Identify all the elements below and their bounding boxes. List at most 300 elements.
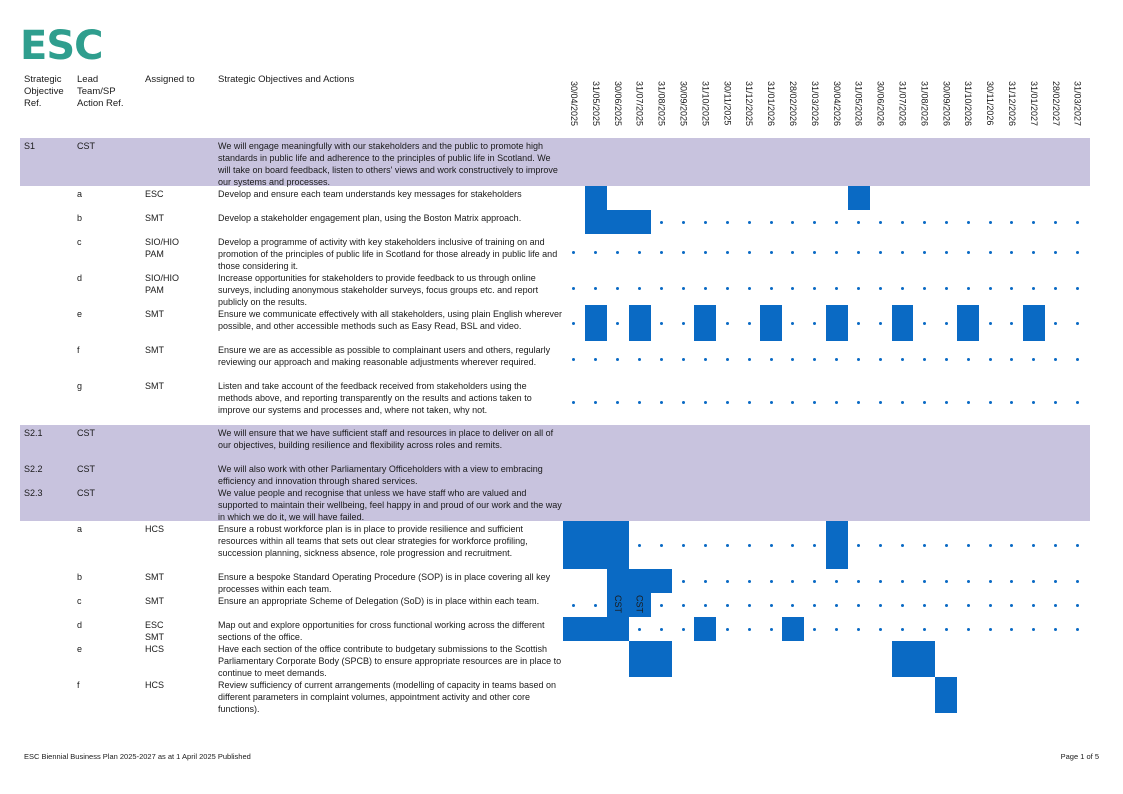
schedule-marker bbox=[879, 287, 882, 290]
footer-document-title: ESC Biennial Business Plan 2025-2027 as at 1 April 2025 Published bbox=[24, 752, 251, 761]
schedule-block bbox=[585, 305, 607, 341]
schedule-marker bbox=[616, 287, 619, 290]
action-text: Ensure an appropriate Scheme of Delegation (SoD) is in place within each team. bbox=[218, 596, 540, 606]
action-ref: f bbox=[77, 345, 80, 355]
schedule-block bbox=[957, 305, 979, 341]
schedule-marker bbox=[770, 358, 773, 361]
action-ref: e bbox=[77, 309, 83, 319]
action-ref: g bbox=[77, 381, 83, 391]
schedule-block bbox=[629, 305, 651, 341]
schedule-marker bbox=[945, 401, 948, 404]
schedule-marker bbox=[660, 221, 663, 224]
schedule-marker bbox=[748, 401, 751, 404]
schedule-marker bbox=[901, 401, 904, 404]
schedule-marker bbox=[704, 221, 707, 224]
schedule-marker bbox=[770, 544, 773, 547]
action-assigned: SMT bbox=[145, 572, 164, 582]
schedule-marker bbox=[835, 628, 838, 631]
schedule-marker bbox=[726, 358, 729, 361]
schedule-marker bbox=[1032, 580, 1035, 583]
schedule-marker bbox=[594, 287, 597, 290]
header-objective-ref: Strategic Objective Ref. bbox=[24, 74, 64, 109]
schedule-marker bbox=[1076, 358, 1079, 361]
schedule-block bbox=[1023, 305, 1045, 341]
schedule-marker bbox=[857, 628, 860, 631]
schedule-block bbox=[848, 186, 870, 210]
objective-ref: S2.3 bbox=[24, 488, 43, 498]
schedule-block bbox=[935, 677, 957, 713]
schedule-marker bbox=[1032, 544, 1035, 547]
schedule-marker bbox=[660, 322, 663, 325]
schedule-marker bbox=[967, 358, 970, 361]
schedule-marker bbox=[813, 628, 816, 631]
date-column-header: 31/12/2026 bbox=[1007, 81, 1017, 127]
schedule-marker bbox=[879, 604, 882, 607]
action-text: Ensure we communicate effectively with all stakeholders, using plain English wherever possible, and other accessible methods such as Easy Read, BSL and video. bbox=[218, 309, 563, 331]
objective-text: We value people and recognise that unless we have staff who are valued and supported to maintain their wellbeing, feel happy in and proud of our work and the way in which we do it, we will have failed. bbox=[218, 488, 562, 522]
schedule-marker bbox=[594, 604, 597, 607]
schedule-marker bbox=[1032, 628, 1035, 631]
schedule-marker bbox=[1010, 401, 1013, 404]
schedule-marker bbox=[967, 544, 970, 547]
date-column-header: 30/11/2025 bbox=[722, 81, 733, 126]
schedule-marker bbox=[901, 544, 904, 547]
action-ref: b bbox=[77, 572, 83, 582]
action-assigned: SMT bbox=[145, 381, 164, 391]
schedule-marker bbox=[726, 544, 729, 547]
schedule-marker bbox=[682, 401, 685, 404]
date-column-header: 30/06/2026 bbox=[875, 81, 886, 127]
header-assigned-to: Assigned to bbox=[145, 74, 195, 85]
schedule-marker bbox=[748, 580, 751, 583]
cell-label: CST bbox=[612, 595, 623, 613]
action-assigned: HCS bbox=[145, 644, 165, 654]
schedule-marker bbox=[682, 544, 685, 547]
objective-ref: S2.2 bbox=[24, 464, 43, 474]
schedule-marker bbox=[748, 322, 751, 325]
schedule-marker bbox=[748, 287, 751, 290]
schedule-marker bbox=[879, 251, 882, 254]
action-text: Develop and ensure each team understands key messages for stakeholders bbox=[218, 189, 522, 199]
action-text: Increase opportunities for stakeholders to provide feedback to us through online surveys, including anonymous stakeholder surveys, focus groups etc. and report publicly on the results. bbox=[218, 273, 539, 307]
schedule-marker bbox=[660, 401, 663, 404]
action-text: Have each section of the office contribute to budgetary submissions to the Scottish Parliamentary Corporate Body (SPCB) to ensure appropriate resources are in place to continue to meet demands. bbox=[218, 644, 562, 678]
date-column-header: 31/10/2025 bbox=[700, 81, 711, 127]
schedule-marker bbox=[857, 580, 860, 583]
schedule-marker bbox=[1010, 322, 1013, 325]
schedule-marker bbox=[572, 604, 575, 607]
schedule-marker bbox=[1032, 287, 1035, 290]
schedule-marker bbox=[770, 604, 773, 607]
schedule-block bbox=[585, 186, 607, 210]
schedule-marker bbox=[945, 251, 948, 254]
schedule-marker bbox=[901, 628, 904, 631]
schedule-marker bbox=[1054, 580, 1057, 583]
schedule-marker bbox=[616, 322, 619, 325]
schedule-marker bbox=[1076, 322, 1079, 325]
schedule-marker bbox=[1076, 401, 1079, 404]
schedule-marker bbox=[923, 322, 926, 325]
schedule-marker bbox=[704, 604, 707, 607]
action-ref: b bbox=[77, 213, 83, 223]
date-column-header: 31/07/2026 bbox=[897, 81, 908, 127]
date-column-header: 31/08/2026 bbox=[919, 81, 930, 127]
schedule-marker bbox=[967, 604, 970, 607]
schedule-marker bbox=[770, 401, 773, 404]
schedule-marker bbox=[901, 358, 904, 361]
action-ref: d bbox=[77, 273, 83, 283]
schedule-marker bbox=[1054, 287, 1057, 290]
action-ref: f bbox=[77, 680, 80, 690]
schedule-marker bbox=[616, 401, 619, 404]
schedule-marker bbox=[967, 287, 970, 290]
schedule-marker bbox=[1076, 221, 1079, 224]
schedule-marker bbox=[857, 401, 860, 404]
schedule-marker bbox=[660, 628, 663, 631]
schedule-marker bbox=[857, 544, 860, 547]
schedule-marker bbox=[901, 287, 904, 290]
schedule-marker bbox=[748, 604, 751, 607]
schedule-block bbox=[892, 305, 914, 341]
schedule-block bbox=[782, 617, 804, 641]
schedule-marker bbox=[1054, 251, 1057, 254]
schedule-marker bbox=[989, 358, 992, 361]
schedule-marker bbox=[1010, 604, 1013, 607]
action-text: Ensure a bespoke Standard Operating Procedure (SOP) is in place covering all key processes within each team. bbox=[218, 572, 551, 594]
action-ref: d bbox=[77, 620, 83, 630]
schedule-marker bbox=[572, 358, 575, 361]
schedule-marker bbox=[1076, 604, 1079, 607]
schedule-marker bbox=[989, 628, 992, 631]
objective-ref: S2.1 bbox=[24, 428, 43, 438]
schedule-block bbox=[607, 569, 673, 593]
schedule-marker bbox=[791, 322, 794, 325]
date-column-header: 31/01/2027 bbox=[1028, 81, 1039, 127]
schedule-marker bbox=[638, 544, 641, 547]
date-column-header: 30/04/2025 bbox=[569, 81, 579, 127]
schedule-marker bbox=[682, 287, 685, 290]
schedule-marker bbox=[945, 322, 948, 325]
schedule-marker bbox=[682, 580, 685, 583]
schedule-marker bbox=[726, 604, 729, 607]
schedule-marker bbox=[945, 287, 948, 290]
schedule-marker bbox=[901, 251, 904, 254]
schedule-marker bbox=[682, 628, 685, 631]
schedule-marker bbox=[923, 580, 926, 583]
schedule-marker bbox=[945, 628, 948, 631]
schedule-marker bbox=[813, 287, 816, 290]
schedule-block bbox=[563, 617, 629, 641]
schedule-marker bbox=[682, 251, 685, 254]
objective-text: We will also work with other Parliamentary Officeholders with a view to embracing efficiency and innovation through shared services. bbox=[218, 464, 543, 486]
schedule-marker bbox=[726, 322, 729, 325]
schedule-marker bbox=[770, 628, 773, 631]
schedule-marker bbox=[1032, 401, 1035, 404]
schedule-marker bbox=[923, 251, 926, 254]
schedule-marker bbox=[813, 544, 816, 547]
date-column-header: 30/09/2025 bbox=[678, 81, 689, 127]
schedule-marker bbox=[967, 251, 970, 254]
schedule-marker bbox=[901, 580, 904, 583]
schedule-marker bbox=[682, 221, 685, 224]
schedule-marker bbox=[835, 251, 838, 254]
schedule-marker bbox=[726, 287, 729, 290]
schedule-marker bbox=[791, 604, 794, 607]
schedule-marker bbox=[1076, 628, 1079, 631]
schedule-marker bbox=[1010, 251, 1013, 254]
schedule-marker bbox=[879, 401, 882, 404]
schedule-marker bbox=[1054, 358, 1057, 361]
schedule-marker bbox=[726, 221, 729, 224]
footer-page-number: Page 1 of 5 bbox=[1060, 752, 1099, 761]
schedule-block bbox=[694, 305, 716, 341]
action-text: Map out and explore opportunities for cross functional working across the different sections of the office. bbox=[218, 620, 545, 642]
objective-lead: CST bbox=[77, 428, 95, 438]
objective-ref: S1 bbox=[24, 141, 36, 151]
schedule-marker bbox=[989, 221, 992, 224]
schedule-marker bbox=[857, 287, 860, 290]
action-assigned: SMT bbox=[145, 345, 164, 355]
date-column-header: 31/03/2027 bbox=[1072, 81, 1083, 127]
schedule-block bbox=[585, 210, 651, 234]
date-column-header: 31/01/2026 bbox=[766, 81, 777, 127]
schedule-marker bbox=[748, 544, 751, 547]
action-assigned: HCS bbox=[145, 524, 165, 534]
schedule-marker bbox=[967, 221, 970, 224]
schedule-marker bbox=[879, 580, 882, 583]
action-text: Ensure we are as accessible as possible to complainant users and others, regularly reviewing our approach and making reasonable adjustments wherever required. bbox=[218, 345, 551, 367]
schedule-marker bbox=[791, 251, 794, 254]
schedule-marker bbox=[594, 358, 597, 361]
date-column-header: 31/10/2026 bbox=[963, 81, 974, 127]
date-column-header: 28/02/2027 bbox=[1050, 81, 1061, 127]
schedule-marker bbox=[923, 358, 926, 361]
action-text: Develop a stakeholder engagement plan, using the Boston Matrix approach. bbox=[218, 213, 522, 223]
objective-text: We will engage meaningfully with our stakeholders and the public to promote high standards in public life and adherence to the principles of public life in Scotland. We will take on board feedback, listen to others' views and work constructively to improve our systems and processes. bbox=[218, 141, 558, 187]
schedule-marker bbox=[660, 604, 663, 607]
schedule-marker bbox=[813, 322, 816, 325]
schedule-marker bbox=[989, 287, 992, 290]
schedule-marker bbox=[945, 580, 948, 583]
date-column-header: 31/12/2025 bbox=[744, 81, 755, 127]
schedule-block bbox=[760, 305, 782, 341]
action-assigned: ESC bbox=[145, 189, 164, 199]
schedule-marker bbox=[1032, 358, 1035, 361]
schedule-marker bbox=[967, 628, 970, 631]
schedule-marker bbox=[638, 251, 641, 254]
schedule-marker bbox=[726, 401, 729, 404]
cell-label: CST bbox=[634, 595, 645, 613]
schedule-marker bbox=[945, 544, 948, 547]
action-ref: e bbox=[77, 644, 83, 654]
schedule-marker bbox=[857, 251, 860, 254]
objective-lead: CST bbox=[77, 464, 95, 474]
schedule-marker bbox=[989, 401, 992, 404]
schedule-marker bbox=[572, 401, 575, 404]
schedule-marker bbox=[813, 251, 816, 254]
schedule-marker bbox=[616, 251, 619, 254]
action-ref: c bbox=[77, 237, 82, 247]
schedule-marker bbox=[638, 401, 641, 404]
schedule-marker bbox=[660, 251, 663, 254]
schedule-block bbox=[826, 305, 848, 341]
header-objectives-actions: Strategic Objectives and Actions bbox=[218, 74, 355, 85]
schedule-marker bbox=[791, 401, 794, 404]
schedule-marker bbox=[726, 628, 729, 631]
schedule-marker bbox=[923, 544, 926, 547]
schedule-marker bbox=[1054, 401, 1057, 404]
action-text: Develop a programme of activity with key stakeholders inclusive of training on and promotion of the principles of public life in Scotland for those already in public life and those considering it. bbox=[218, 237, 558, 271]
date-column-header: 31/05/2025 bbox=[590, 81, 601, 127]
schedule-marker bbox=[813, 580, 816, 583]
date-column-header: 31/05/2026 bbox=[853, 81, 864, 127]
schedule-block bbox=[563, 521, 629, 569]
schedule-marker bbox=[704, 287, 707, 290]
schedule-marker bbox=[835, 358, 838, 361]
schedule-marker bbox=[923, 628, 926, 631]
schedule-marker bbox=[1010, 287, 1013, 290]
schedule-block bbox=[826, 521, 848, 569]
schedule-marker bbox=[638, 628, 641, 631]
schedule-marker bbox=[945, 604, 948, 607]
date-column-header: 28/02/2026 bbox=[788, 81, 798, 127]
schedule-marker bbox=[1054, 544, 1057, 547]
schedule-marker bbox=[1076, 287, 1079, 290]
schedule-marker bbox=[726, 251, 729, 254]
date-column-header: 30/04/2026 bbox=[831, 81, 842, 127]
action-text: Review sufficiency of current arrangements (modelling of capacity in teams based on different parameters in complaint volumes, appointment activity and other core functions). bbox=[218, 680, 557, 714]
action-text: Listen and take account of the feedback received from stakeholders using the methods above, and reporting transparently on the results and actions taken to improve our systems and processes and, where not taken, why not. bbox=[218, 381, 532, 415]
schedule-marker bbox=[770, 287, 773, 290]
schedule-marker bbox=[1032, 221, 1035, 224]
schedule-marker bbox=[791, 358, 794, 361]
schedule-marker bbox=[835, 401, 838, 404]
schedule-marker bbox=[791, 544, 794, 547]
schedule-marker bbox=[1010, 628, 1013, 631]
schedule-marker bbox=[813, 604, 816, 607]
schedule-marker bbox=[704, 544, 707, 547]
action-text: Ensure a robust workforce plan is in place to provide resilience and sufficient resources within all teams that sets out clear strategies for workforce profiling, succession planning, sickness absence, role progression and recruitment. bbox=[218, 524, 528, 558]
schedule-marker bbox=[748, 358, 751, 361]
schedule-marker bbox=[989, 580, 992, 583]
schedule-marker bbox=[923, 221, 926, 224]
schedule-marker bbox=[770, 580, 773, 583]
schedule-marker bbox=[748, 221, 751, 224]
schedule-marker bbox=[901, 604, 904, 607]
schedule-marker bbox=[989, 544, 992, 547]
schedule-marker bbox=[813, 221, 816, 224]
action-assigned: SIO/HIO PAM bbox=[145, 237, 180, 259]
schedule-marker bbox=[879, 221, 882, 224]
schedule-marker bbox=[682, 358, 685, 361]
date-column-header: 31/03/2026 bbox=[809, 81, 820, 127]
schedule-marker bbox=[1032, 604, 1035, 607]
schedule-block bbox=[892, 641, 936, 677]
schedule-marker bbox=[1054, 322, 1057, 325]
schedule-marker bbox=[901, 221, 904, 224]
date-column-header: 31/08/2025 bbox=[656, 81, 667, 127]
schedule-marker bbox=[923, 401, 926, 404]
schedule-marker bbox=[1076, 580, 1079, 583]
schedule-marker bbox=[835, 221, 838, 224]
schedule-marker bbox=[857, 604, 860, 607]
date-column-header: 31/07/2025 bbox=[634, 81, 645, 127]
date-column-header: 30/06/2025 bbox=[612, 81, 623, 127]
date-column-header: 30/09/2026 bbox=[941, 81, 952, 127]
schedule-marker bbox=[879, 358, 882, 361]
schedule-block bbox=[629, 641, 673, 677]
schedule-marker bbox=[879, 544, 882, 547]
schedule-marker bbox=[813, 401, 816, 404]
schedule-marker bbox=[945, 221, 948, 224]
schedule-marker bbox=[770, 251, 773, 254]
schedule-marker bbox=[572, 251, 575, 254]
schedule-marker bbox=[638, 358, 641, 361]
header-lead-team: Lead Team/SP Action Ref. bbox=[77, 74, 124, 109]
action-assigned: ESC SMT bbox=[145, 620, 164, 642]
schedule-marker bbox=[1010, 221, 1013, 224]
schedule-marker bbox=[572, 322, 575, 325]
schedule-marker bbox=[857, 358, 860, 361]
schedule-marker bbox=[748, 251, 751, 254]
schedule-marker bbox=[967, 401, 970, 404]
action-assigned: SMT bbox=[145, 596, 164, 606]
schedule-marker bbox=[923, 604, 926, 607]
date-column-header: 30/11/2026 bbox=[985, 81, 996, 126]
objective-text: We will ensure that we have sufficient staff and resources in place to deliver on all of our objectives, building resilience and flexibility across roles and remits. bbox=[218, 428, 554, 450]
schedule-marker bbox=[682, 322, 685, 325]
schedule-marker bbox=[660, 544, 663, 547]
schedule-marker bbox=[1010, 358, 1013, 361]
schedule-marker bbox=[660, 358, 663, 361]
schedule-marker bbox=[835, 604, 838, 607]
schedule-marker bbox=[704, 358, 707, 361]
schedule-marker bbox=[923, 287, 926, 290]
action-assigned: SMT bbox=[145, 213, 164, 223]
esc-logo: ESC bbox=[20, 23, 103, 69]
schedule-marker bbox=[1076, 251, 1079, 254]
schedule-marker bbox=[791, 287, 794, 290]
action-ref: a bbox=[77, 524, 83, 534]
schedule-marker bbox=[770, 221, 773, 224]
schedule-marker bbox=[1076, 544, 1079, 547]
schedule-marker bbox=[1054, 221, 1057, 224]
schedule-marker bbox=[594, 251, 597, 254]
schedule-marker bbox=[791, 580, 794, 583]
schedule-marker bbox=[967, 580, 970, 583]
schedule-marker bbox=[704, 401, 707, 404]
action-assigned: HCS bbox=[145, 680, 165, 690]
schedule-marker bbox=[857, 221, 860, 224]
objective-lead: CST bbox=[77, 488, 95, 498]
schedule-marker bbox=[594, 401, 597, 404]
schedule-marker bbox=[704, 251, 707, 254]
schedule-marker bbox=[989, 322, 992, 325]
schedule-marker bbox=[879, 322, 882, 325]
action-ref: a bbox=[77, 189, 83, 199]
schedule-marker bbox=[726, 580, 729, 583]
schedule-marker bbox=[879, 628, 882, 631]
action-assigned: SMT bbox=[145, 309, 164, 319]
schedule-block bbox=[694, 617, 716, 641]
schedule-marker bbox=[660, 287, 663, 290]
objective-lead: CST bbox=[77, 141, 95, 151]
schedule-marker bbox=[813, 358, 816, 361]
schedule-marker bbox=[791, 221, 794, 224]
schedule-marker bbox=[1032, 251, 1035, 254]
schedule-marker bbox=[1054, 628, 1057, 631]
schedule-marker bbox=[945, 358, 948, 361]
